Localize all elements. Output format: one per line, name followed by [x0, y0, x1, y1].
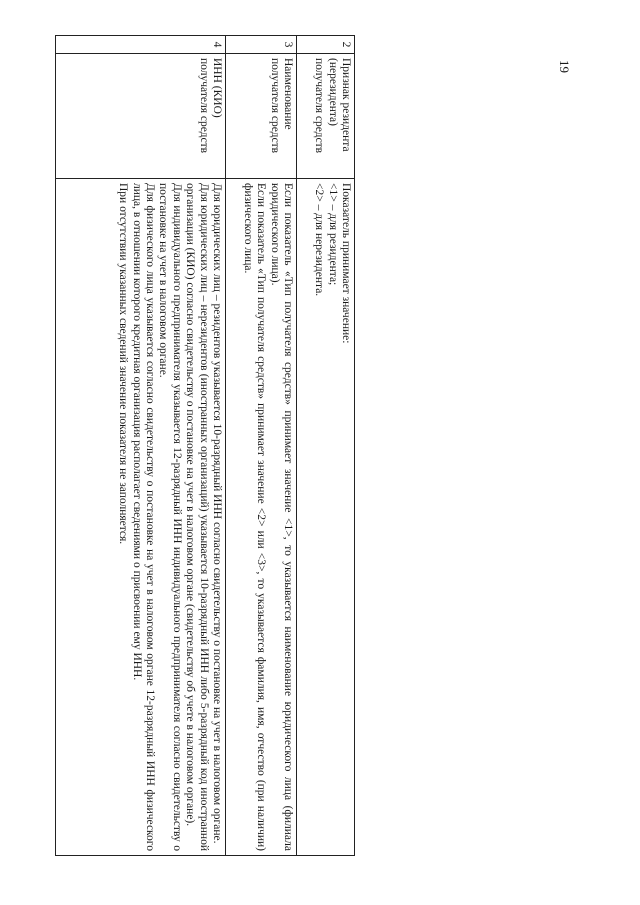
description-line: <2> – для нерезидента.	[313, 183, 326, 297]
indicator-name: ИНН (КИО) получателя средств	[56, 54, 226, 179]
description-line: Для индивидуального предпринимателя указывается 12-разрядный ИНН индивидуального предпринимателя согласно свидетельству о постановке на учет в налоговом органе.	[157, 183, 183, 851]
table-row	[56, 36, 226, 856]
row-number: 3	[226, 36, 297, 54]
description-line: Для юридических лиц – нерезидентов (иностранных организаций) указывается 10-разрядный ИНН либо 5-разрядный код иностранной организации (КИО) согласно свидетельству о постановке на учет в налоговом органе (свидетельству об учете в налоговом органе).	[184, 183, 210, 851]
description-line: Для физического лица указывается согласно свидетельству о постановке на учет в налоговом органе 12-разрядный ИНН физического лица, в отношении которого кредитная организация располагает сведениями о присвоении ему ИНН.	[130, 183, 156, 851]
row-number: 4	[56, 36, 226, 54]
table-row	[226, 36, 297, 856]
indicator-description	[56, 179, 226, 856]
indicator-name: Наименование получателя средств	[226, 54, 297, 179]
table-container	[55, 35, 355, 855]
page-number: 19	[557, 60, 572, 73]
description-line: Если показатель «Тип получателя средств» принимает значение <1>, то указывается наименование юридического лица (филиала юридического лица).	[268, 183, 294, 851]
indicator-name: Признак резидента (нерезидента) получателя средств	[297, 54, 355, 179]
indicators-table	[55, 35, 355, 856]
indicator-description	[226, 179, 297, 856]
description-line: При отсутствии указанных сведений значение показателя не заполняется.	[117, 183, 130, 545]
description-line: <1> – для резидента;	[326, 183, 339, 286]
description-line: Для юридических лиц – резидентов указывается 10-разрядный ИНН согласно свидетельству о постановке на учет в налоговом органе.	[211, 183, 223, 844]
description-line: Показатель принимает значение:	[340, 183, 352, 344]
indicator-description	[297, 179, 355, 856]
description-line: Если показатель «Тип получателя средств» принимает значение <2> или <3>, то указывается фамилия, имя, отчество (при наличии) физического лица.	[241, 183, 268, 851]
row-number: 2	[297, 36, 355, 54]
table-row	[297, 36, 355, 856]
